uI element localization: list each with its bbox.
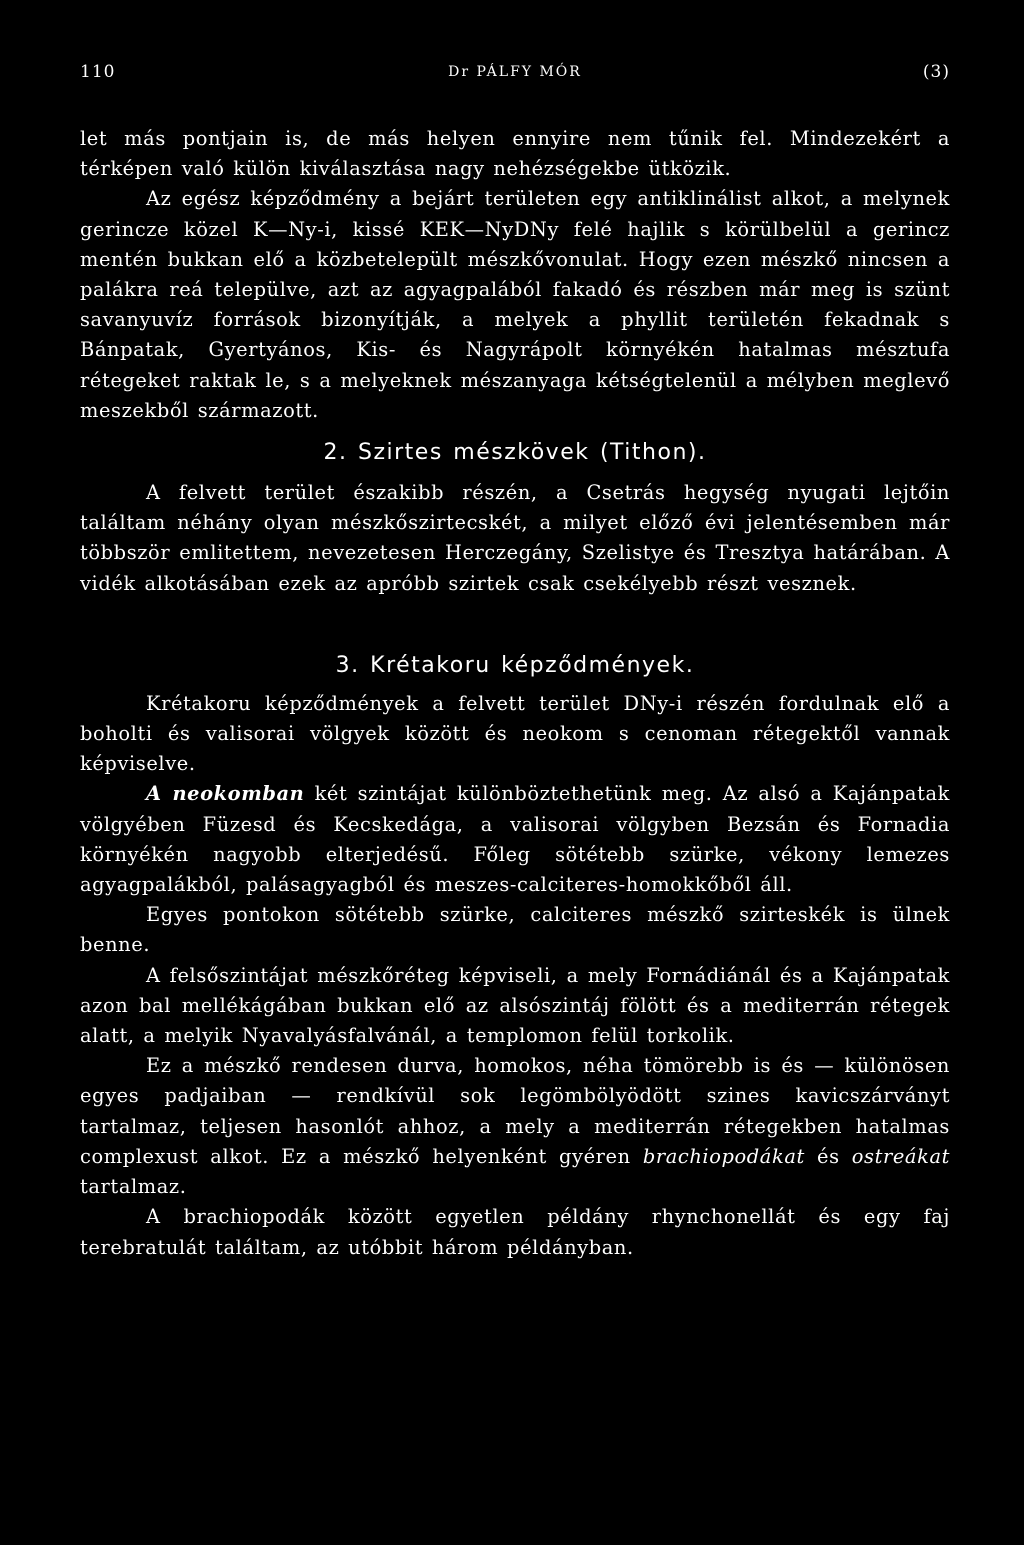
paragraph-neocomian xyxy=(80,779,950,900)
term-brachiopods: brachiopodákat xyxy=(642,1144,805,1168)
section-number: (3) xyxy=(922,62,950,82)
neocomian-text: két szintájat különböztethetünk meg. Az alsó a Kajánpatak völgyében Füzesd és Kecskedága, a valisorai völgyben Bezsán és Fornadia környékén nagyobb elterjedésű. Főleg sötétebb szürke, vékony lemezes agyagpalákból, palásagyagból és meszes-calciteres-homokkőből áll. xyxy=(80,782,950,897)
paragraph-limestone-cliffs: Egyes pontokon sötétebb szürke, calciteres mészkő szirteskék is ülnek benne. xyxy=(80,903,950,957)
paragraph-brachiopods: A brachiopodák között egyetlen példány rhynchonellát és egy faj terebratulát találtam, az utóbbit három példányban. xyxy=(80,1205,950,1259)
paragraph-continued: let más pontjain is, de más helyen ennyire nem tűnik fel. Mindezekért a térképen való külön kiválasztása nagy nehézségekbe ütközik. xyxy=(80,127,950,181)
body-text xyxy=(80,124,950,1263)
paragraph-upper-level: A felsőszintájat mészkőréteg képviseli, a mely Fornádiánál és a Kajánpatak azon bal mellékágában bukkan elő az alsószintáj fölött és a mediterrán rétegek alatt, a melyik Nyavalyásfalvánál, a templomon felül torkolik. xyxy=(80,963,950,1048)
page xyxy=(80,62,950,1263)
page-number: 110 xyxy=(80,62,116,82)
running-head-author: Dr PÁLFY MÓR xyxy=(448,64,582,80)
section-heading-cretaceous: 3. Krétakoru képződmények. xyxy=(335,652,695,678)
paragraph-tithon: A felvett terület északibb részén, a Csetrás hegység nyugati lejtőin találtam néhány olyan mészkőszirtecskét, a milyet előző évi jelentésemben már többször emlitettem, nevezetesen Herczegány, Szelistye és Tresztya határában. A vidék alkotásában ezek az apróbb szirtek csak csekélyebb részt vesznek. xyxy=(80,481,950,595)
paragraph-cretaceous-intro: Krétakoru képződmények a felvett terület DNy-i részén fordulnak elő a boholti és valisorai völgyek között és neokom s cenoman rétegektől vannak képviselve. xyxy=(80,691,950,776)
neocomian-lead: A neokomban xyxy=(146,782,305,806)
section-heading-tithon: 2. Szirtes mészkövek (Tithon). xyxy=(323,440,707,466)
paragraph-anticline: Az egész képződmény a bejárt területen egy antiklinálist alkot, a melynek gerincze közel K—Ny-i, kissé KEK—NyDNy felé hajlik s körülbelül a gerincz mentén bukkan elő a közbetelepült mészkővonulat. Hogy ezen mészkő nincsen a palákra reá települve, azt az agyagpalából fakadó és részben már meg is szünt savanyuvíz források bizonyítják, a melyek a phyllit területén fekadnak s Bánpatak, Gyertyános, Kis- és Nagyrápolt környékén hatalmas mésztufa rétegeket raktak le, s a melyeknek mészanyaga kétségtelenül a mélyben meglevő meszekből származott. xyxy=(80,187,950,422)
paragraph-limestone-description xyxy=(80,1051,950,1202)
running-header xyxy=(80,62,950,92)
term-ostreae: ostreákat xyxy=(851,1144,950,1168)
limestone-text-end: tartalmaz. xyxy=(80,1175,187,1199)
limestone-text-mid: és xyxy=(804,1144,852,1168)
limestone-text-main: Ez a mészkő rendesen durva, homokos, néha tömörebb is és — különösen egyes padjaiban — rendkívül sok legömbölyödött szines kavicszárványt tartalmaz, teljesen hasonlót ahhoz, a mely a mediterrán rétegekben hatalmas complexust alkot. Ez a mészkő helyenként gyéren xyxy=(80,1054,950,1168)
